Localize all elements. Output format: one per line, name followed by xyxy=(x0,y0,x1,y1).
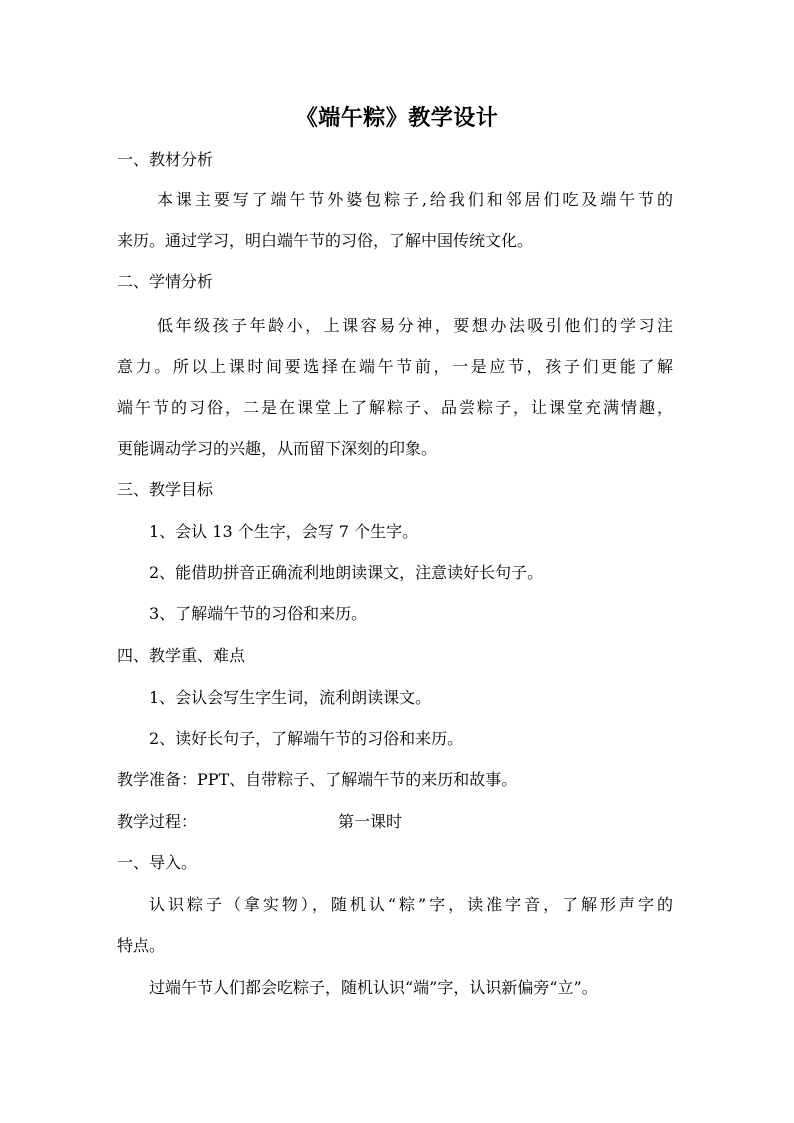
document-title: 《端午粽》教学设计 xyxy=(295,105,499,131)
paragraph-line: 端午节的习俗，二是在课堂上了解粽子、品尝粽子，让课堂充满情趣， xyxy=(117,398,673,417)
list-item: 2、读好长句子，了解端午节的习俗和来历。 xyxy=(149,729,464,748)
paragraph-line: 更能调动学习的兴趣，从而留下深刻的印象。 xyxy=(117,439,438,458)
section-heading-teaching-goals: 三、教学目标 xyxy=(117,480,214,499)
paragraph-line: 意力。所以上课时间要选择在端午节前，一是应节，孩子们更能了解 xyxy=(117,357,673,376)
section-heading-learner-analysis: 二、学情分析 xyxy=(117,272,214,291)
paragraph-line: 来历。通过学习，明白端午节的习俗，了解中国传统文化。 xyxy=(117,231,534,250)
section-heading-textbook-analysis: 一、教材分析 xyxy=(117,150,214,169)
paragraph-line: 认识粽子（拿实物），随机认“粽”字，读准字音，了解形声字的 xyxy=(149,895,673,914)
teaching-process-label: 教学过程： xyxy=(117,812,198,831)
section-heading-introduction: 一、导入。 xyxy=(117,853,198,872)
paragraph-line: 低年级孩子年龄小，上课容易分神，要想办法吸引他们的学习注 xyxy=(157,316,673,335)
list-item: 1、会认会写生字生词，流利朗读课文。 xyxy=(149,688,432,707)
section-heading-key-points: 四、教学重、难点 xyxy=(117,646,246,665)
teaching-preparation: 教学准备：PPT、自带粽子、了解端午节的来历和故事。 xyxy=(117,770,518,789)
lesson-period: 第一课时 xyxy=(338,812,403,831)
paragraph-line: 过端午节人们都会吃粽子，随机认识“端”字，认识新偏旁“立”。 xyxy=(149,978,598,997)
paragraph-line: 本课主要写了端午节外婆包粽子,给我们和邻居们吃及端午节的 xyxy=(157,190,673,209)
paragraph-line: 特点。 xyxy=(117,936,166,955)
list-item: 2、能借助拼音正确流利地朗读课文，注意读好长句子。 xyxy=(149,563,544,582)
list-item: 1、会认 13 个生字，会写 7 个生字。 xyxy=(149,522,419,541)
list-item: 3、了解端午节的习俗和来历。 xyxy=(149,604,368,623)
